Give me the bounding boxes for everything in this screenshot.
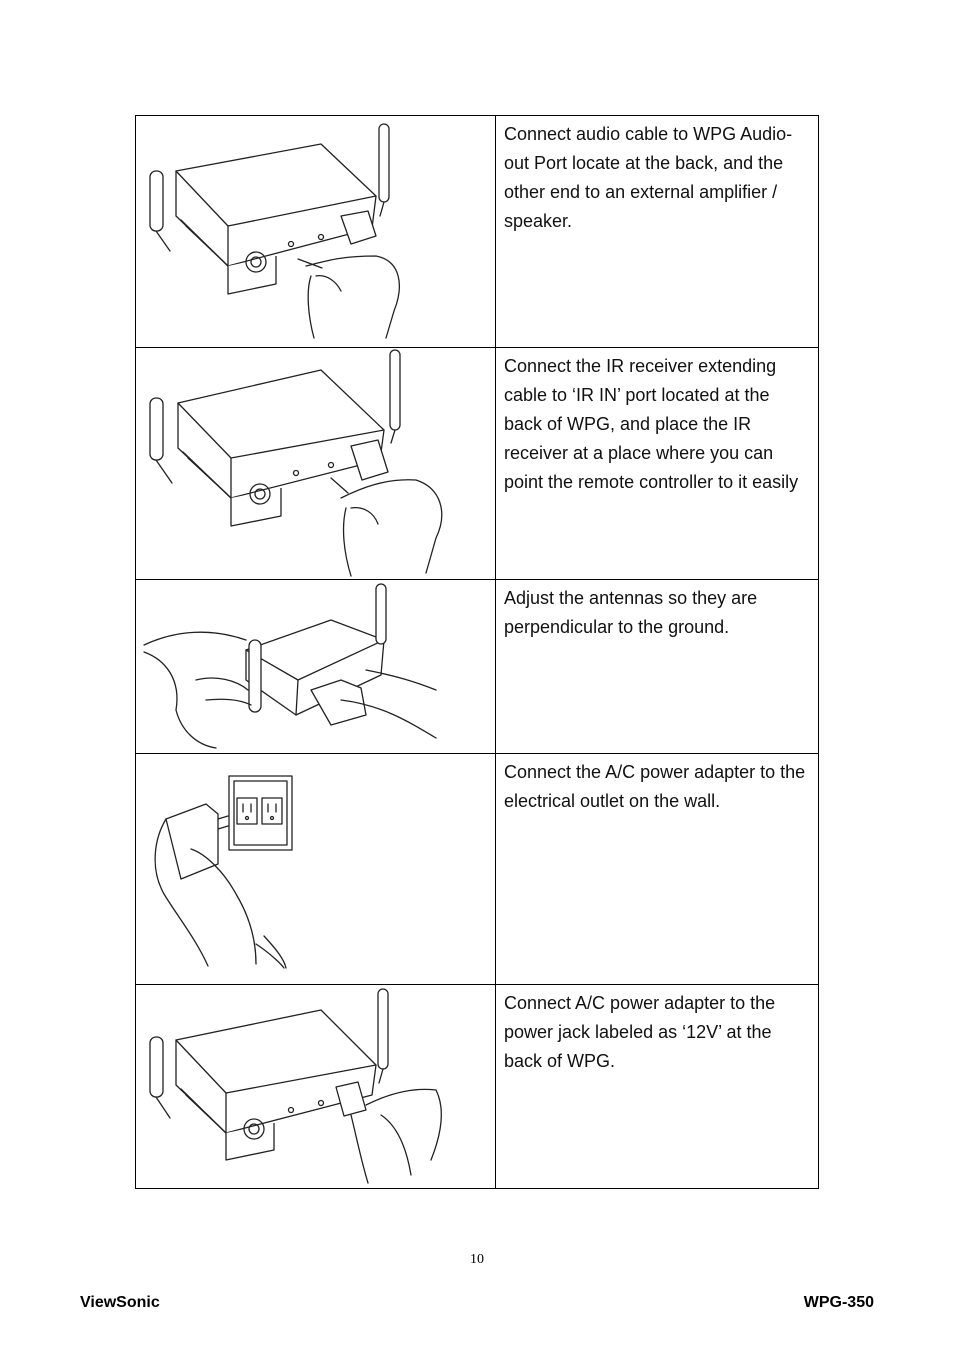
step-description: Connect the IR receiver extending cable to ‘IR IN’ port located at the back of WPG, and place the IR receiver at a place where you can point the remote controller to it easily [496,348,819,580]
step-image-cell [136,754,496,985]
wall-outlet-illustration [136,754,495,983]
step-row-ir-receiver [136,348,819,580]
step-image-cell [136,985,496,1189]
step-description: Connect A/C power adapter to the power jack labeled as ‘12V’ at the back of WPG. [496,985,819,1189]
antenna-adjust-illustration [136,580,495,752]
step-row-wall-outlet [136,754,819,985]
power-jack-illustration [136,985,495,1187]
step-image-cell [136,116,496,348]
setup-steps-table [135,115,819,1189]
step-row-power-jack [136,985,819,1189]
page-number: 10 [470,1252,484,1267]
step-image-cell [136,580,496,754]
step-row-antennas [136,580,819,754]
ir-cable-illustration [136,348,495,578]
footer-model: WPG-350 [803,1294,874,1311]
step-row-audio [136,116,819,348]
audio-cable-illustration [136,116,495,346]
footer-brand: ViewSonic [80,1294,160,1311]
step-description: Adjust the antennas so they are perpendicular to the ground. [496,580,819,754]
step-image-cell [136,348,496,580]
step-description: Connect audio cable to WPG Audio-out Port locate at the back, and the other end to an external amplifier / speaker. [496,116,819,348]
step-description: Connect the A/C power adapter to the electrical outlet on the wall. [496,754,819,985]
